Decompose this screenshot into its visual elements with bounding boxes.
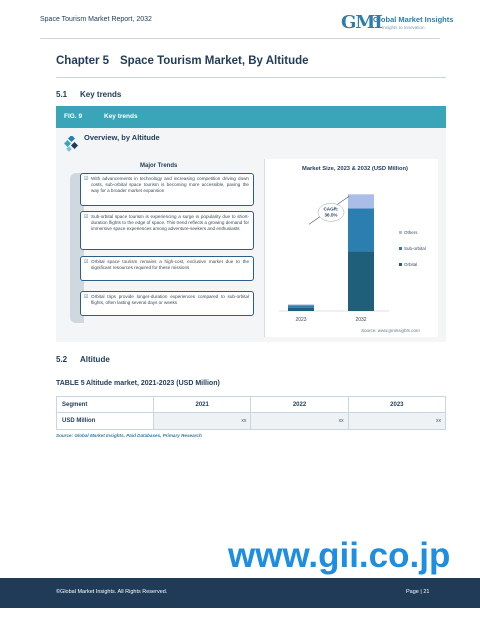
- diamond-cluster-icon: [64, 136, 80, 152]
- cagr-label: CAGR:: [323, 206, 339, 212]
- legend-label: Others: [404, 230, 418, 235]
- figure-panel: [56, 128, 446, 342]
- column-header: 2022: [251, 397, 348, 413]
- trend-text: With advancements in technology and increasing competition driving down costs, sub-orbital space tourism is becoming more accessible, paving the way for a broader market expansion: [91, 176, 249, 194]
- chapter-divider: [56, 77, 446, 78]
- table-header-row: [57, 397, 446, 413]
- trend-text: Sub-orbital space tourism is experiencing a surge in popularity due to short-duration flights to the edge of space. This trend reflects a growing demand for immersive space experiences among adventure-seekers and enthusiasts: [91, 214, 249, 232]
- section-number: 5.2: [56, 355, 68, 364]
- x-tick-label: 2023: [295, 317, 307, 323]
- header-divider: [40, 38, 440, 39]
- column-header: 2021: [154, 397, 251, 413]
- chart-title: Market Size, 2023 & 2032 (USD Million): [302, 166, 408, 172]
- trend-text: Orbital trips provide longer-duration experiences compared to sub-orbital flights, often lasting several days or weeks: [91, 294, 249, 306]
- trend-card: [80, 291, 254, 316]
- legend-label: Sub-orbital: [404, 246, 426, 251]
- table-cell: xx: [348, 413, 445, 430]
- logo-mark: GMI: [341, 12, 382, 33]
- row-segment: USD Million: [57, 413, 154, 430]
- gmi-logo: [341, 12, 454, 36]
- section-title: Key trends: [80, 90, 122, 99]
- trend-text: Orbital space tourism remains a high-cost, exclusive market due to the significant resources required for these missions: [91, 259, 249, 271]
- checkbox-icon: ☑: [84, 294, 89, 300]
- altitude-table: [56, 396, 446, 430]
- bar-segment-sub-orbital-2023: [288, 305, 314, 307]
- trend-card: [80, 173, 254, 206]
- legend-swatch: [399, 231, 402, 234]
- legend-swatch: [399, 263, 402, 266]
- bar-segment-sub-orbital-2032: [348, 208, 374, 251]
- x-tick-label: 2032: [355, 317, 367, 323]
- overview-title: Overview, by Altitude: [84, 133, 160, 142]
- bar-segment-others-2032: [348, 194, 374, 208]
- figure-label: FIG. 9: [64, 113, 83, 120]
- table-cell: xx: [251, 413, 348, 430]
- section-number: 5.1: [56, 90, 68, 99]
- checkbox-icon: ☑: [84, 214, 89, 220]
- column-header: 2023: [348, 397, 445, 413]
- trend-card: [80, 256, 254, 281]
- cagr-value: 36.5%: [324, 212, 338, 218]
- major-trends-heading: Major Trends: [140, 163, 178, 169]
- stacked-bar-chart: [265, 159, 439, 337]
- section-title: Altitude: [80, 355, 110, 364]
- chapter-number: Chapter 5: [56, 55, 110, 67]
- legend-label: Orbital: [404, 262, 418, 267]
- page-header: [0, 0, 480, 40]
- page-footer: [0, 578, 480, 608]
- footer-copyright: ©Global Market Insights. All Rights Reserved.: [56, 589, 168, 595]
- figure-caption-bar: [56, 106, 446, 128]
- footer-page-number: Page | 21: [406, 589, 430, 595]
- table-cell: xx: [154, 413, 251, 430]
- logo-name: Global Market Insights: [373, 15, 454, 24]
- watermark: www.gii.co.jp: [228, 536, 451, 575]
- table-caption: [56, 380, 220, 387]
- chart-source: Source: www.gminsights.com: [361, 328, 420, 333]
- table-row: [57, 413, 446, 430]
- section-heading-altitude: [56, 355, 110, 364]
- table-title: Altitude market, 2021-2023 (USD Million): [86, 380, 220, 387]
- table-source: Source: Global Market Insights, Paid Databases, Primary Research: [56, 433, 202, 438]
- bar-segment-orbital-2032: [348, 251, 374, 311]
- bar-segment-orbital-2023: [288, 308, 314, 311]
- logo-tagline: Insights to Innovation: [382, 25, 425, 30]
- market-size-chart: [264, 159, 438, 337]
- checkbox-icon: ☑: [84, 176, 89, 182]
- chapter-name: Space Tourism Market, By Altitude: [120, 55, 309, 67]
- section-heading-key-trends: [56, 90, 121, 99]
- trend-card: [80, 211, 254, 250]
- report-title: Space Tourism Market Report, 2032: [40, 16, 152, 23]
- legend-swatch: [399, 247, 402, 250]
- column-header: Segment: [57, 397, 154, 413]
- table-label: TABLE 5: [56, 380, 85, 387]
- checkbox-icon: ☑: [84, 259, 89, 265]
- bar-segment-others-2023: [288, 304, 314, 305]
- chapter-title: [56, 55, 309, 67]
- trends-list: [70, 173, 252, 333]
- figure-title: Key trends: [104, 113, 138, 120]
